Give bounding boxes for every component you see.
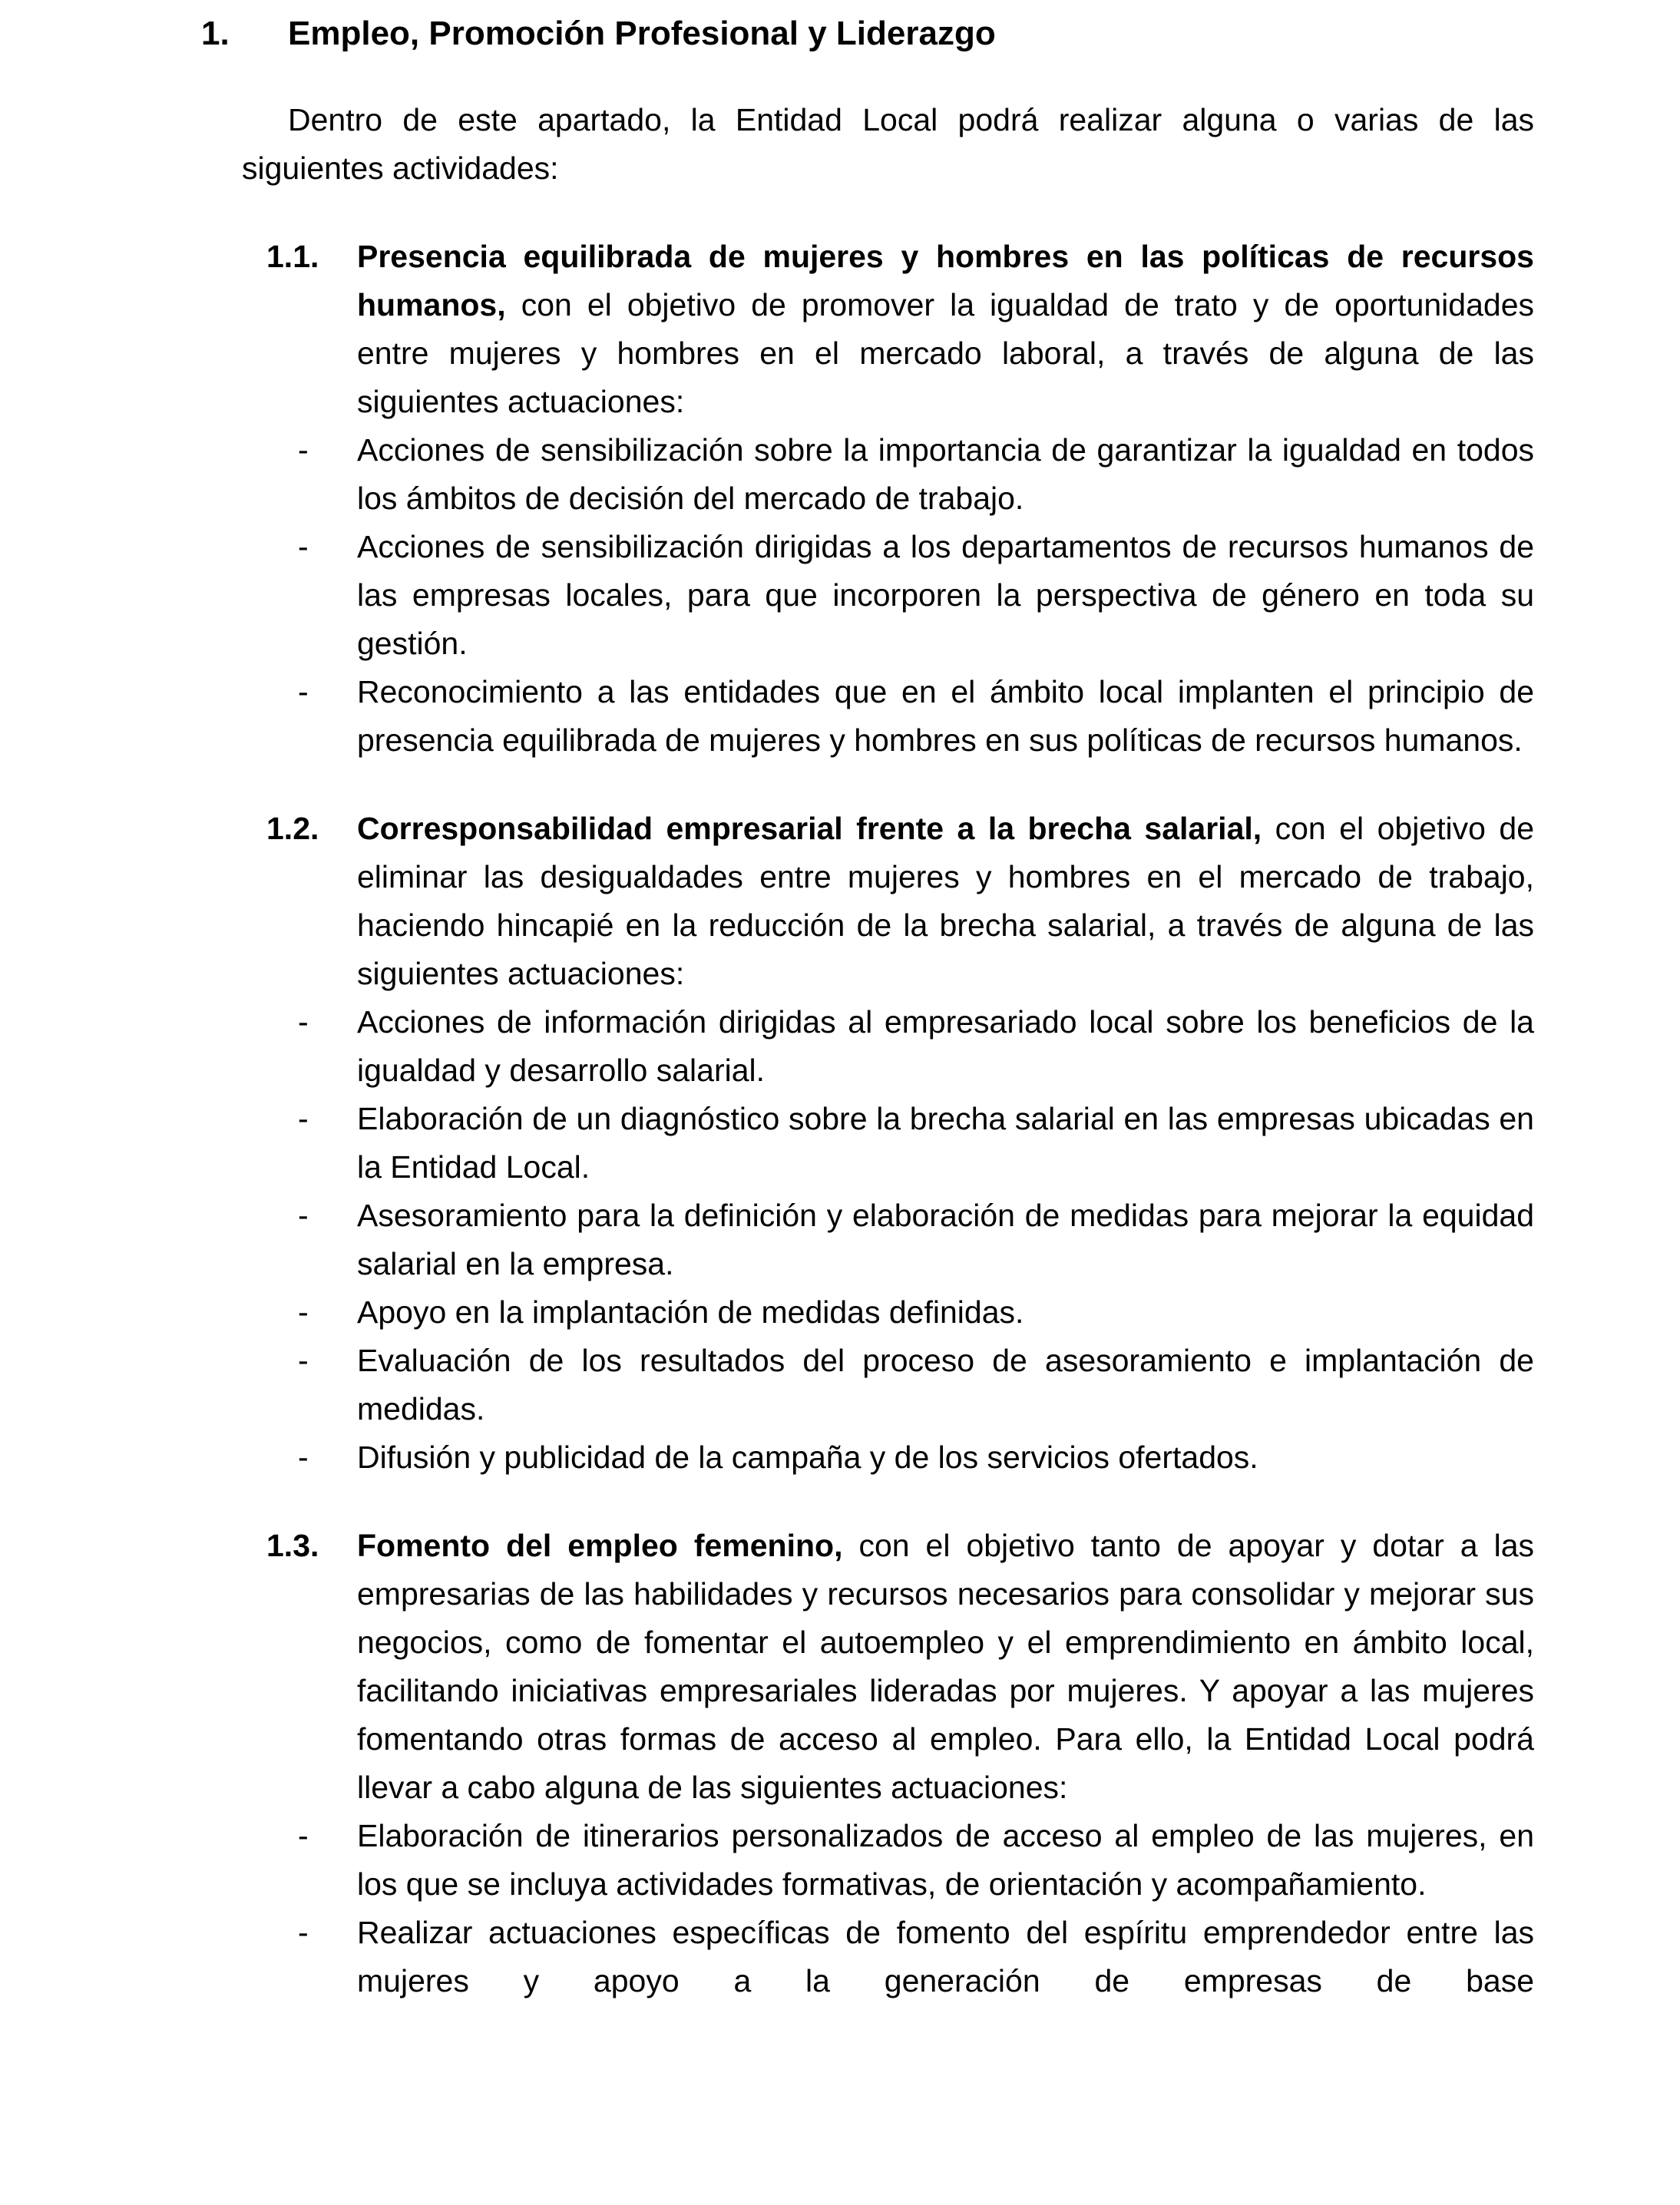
- bullet-dash: -: [298, 1343, 309, 1378]
- bullet-text: Acciones de sensibilización sobre la importancia de garantizar la igualdad en todos los ámbitos de decisión del mercado de trabajo.: [357, 432, 1534, 516]
- bullet-dash: -: [298, 1101, 309, 1136]
- bullet-text: Asesoramiento para la definición y elaboración de medidas para mejorar la equidad salarial en la empresa.: [357, 1198, 1534, 1281]
- subsection-number: 1.2.: [266, 811, 319, 846]
- bullet-text: Elaboración de un diagnóstico sobre la brecha salarial en las empresas ubicadas en la Entidad Local.: [357, 1101, 1534, 1185]
- list-item: [298, 1337, 1534, 1433]
- section-heading: [201, 9, 1534, 58]
- bullet-text: Difusión y publicidad de la campaña y de los servicios ofertados.: [357, 1440, 1258, 1475]
- list-item: [298, 668, 1534, 765]
- bullet-dash: -: [298, 1198, 309, 1233]
- bullet-list-1-3: [298, 1812, 1534, 2005]
- bullet-text: Evaluación de los resultados del proceso de asesoramiento e implantación de medidas.: [357, 1343, 1534, 1426]
- list-item: [298, 426, 1534, 523]
- list-item: [298, 1812, 1534, 1909]
- subsection-1-3: [266, 1522, 1534, 1812]
- list-item: [298, 1909, 1534, 2005]
- bullet-dash: -: [298, 1915, 309, 1950]
- list-item: [298, 523, 1534, 668]
- subsection-paragraph: [357, 805, 1534, 998]
- bullet-text: Realizar actuaciones específicas de fomento del espíritu emprendedor entre las mujeres y apoyo a la generación de empresas de base: [357, 1915, 1534, 1998]
- subsection-number: 1.3.: [266, 1528, 319, 1563]
- bullet-text: Elaboración de itinerarios personalizados de acceso al empleo de las mujeres, en los que se incluya actividades formativas, de orientación y acompañamiento.: [357, 1818, 1534, 1902]
- list-item: [298, 998, 1534, 1095]
- subsection-body-text: con el objetivo de promover la igualdad de trato y de oportunidades entre mujeres y hombres en el mercado laboral, a través de alguna de las siguientes actuaciones:: [357, 287, 1534, 419]
- list-item: [298, 1433, 1534, 1482]
- subsection-1-1: [266, 233, 1534, 426]
- bullet-text: Reconocimiento a las entidades que en el ámbito local implanten el principio de presencia equilibrada de mujeres y hombres en sus políticas de recursos humanos.: [357, 674, 1534, 758]
- subsection-title-bold: Corresponsabilidad empresarial frente a la brecha salarial,: [357, 811, 1262, 846]
- subsection-body-text: con el objetivo de eliminar las desigualdades entre mujeres y hombres en el mercado de trabajo, haciendo hincapié en la reducción de la brecha salarial, a través de alguna de las siguientes actuaciones:: [357, 811, 1534, 991]
- bullet-dash: -: [298, 674, 309, 709]
- subsection-body-text: con el objetivo tanto de apoyar y dotar a las empresarias de las habilidades y recursos necesarios para consolidar y mejorar sus negocios, como de fomentar el autoempleo y el emprendimiento en ámbito local, facilitando iniciativas empresariales lideradas por mujeres. Y apoyar a las mujeres fomentando otras formas de acceso al empleo. Para ello, la Entidad Local podrá llevar a cabo alguna de las siguientes actuaciones:: [357, 1528, 1534, 1805]
- bullet-dash: -: [298, 1004, 309, 1040]
- list-item: [298, 1192, 1534, 1288]
- bullet-list-1-2: [298, 998, 1534, 1482]
- bullet-dash: -: [298, 1440, 309, 1475]
- subsection-number: 1.1.: [266, 239, 319, 274]
- list-item: [298, 1288, 1534, 1337]
- list-item: [298, 1095, 1534, 1192]
- subsection-paragraph: [357, 233, 1534, 426]
- bullet-list-1-1: [298, 426, 1534, 765]
- subsection-paragraph: [357, 1522, 1534, 1812]
- bullet-dash: -: [298, 529, 309, 564]
- subsection-title-bold: Presencia equilibrada de mujeres y hombres en las políticas de recursos humanos,: [357, 239, 1534, 322]
- bullet-dash: -: [298, 1818, 309, 1853]
- bullet-dash: -: [298, 1294, 309, 1330]
- bullet-text: Acciones de información dirigidas al empresariado local sobre los beneficios de la igualdad y desarrollo salarial.: [357, 1004, 1534, 1088]
- bullet-text: Apoyo en la implantación de medidas definidas.: [357, 1294, 1024, 1330]
- bullet-dash: -: [298, 432, 309, 468]
- heading-number: 1.: [201, 15, 230, 52]
- subsection-title-bold: Fomento del empleo femenino,: [357, 1528, 843, 1563]
- bullet-text: Acciones de sensibilización dirigidas a los departamentos de recursos humanos de las empresas locales, para que incorporen la perspectiva de género en toda su gestión.: [357, 529, 1534, 661]
- heading-title: Empleo, Promoción Profesional y Liderazgo: [288, 15, 996, 52]
- subsection-1-2: [266, 805, 1534, 998]
- intro-paragraph: Dentro de este apartado, la Entidad Local podrá realizar alguna o varias de las siguientes actividades:: [242, 102, 1534, 186]
